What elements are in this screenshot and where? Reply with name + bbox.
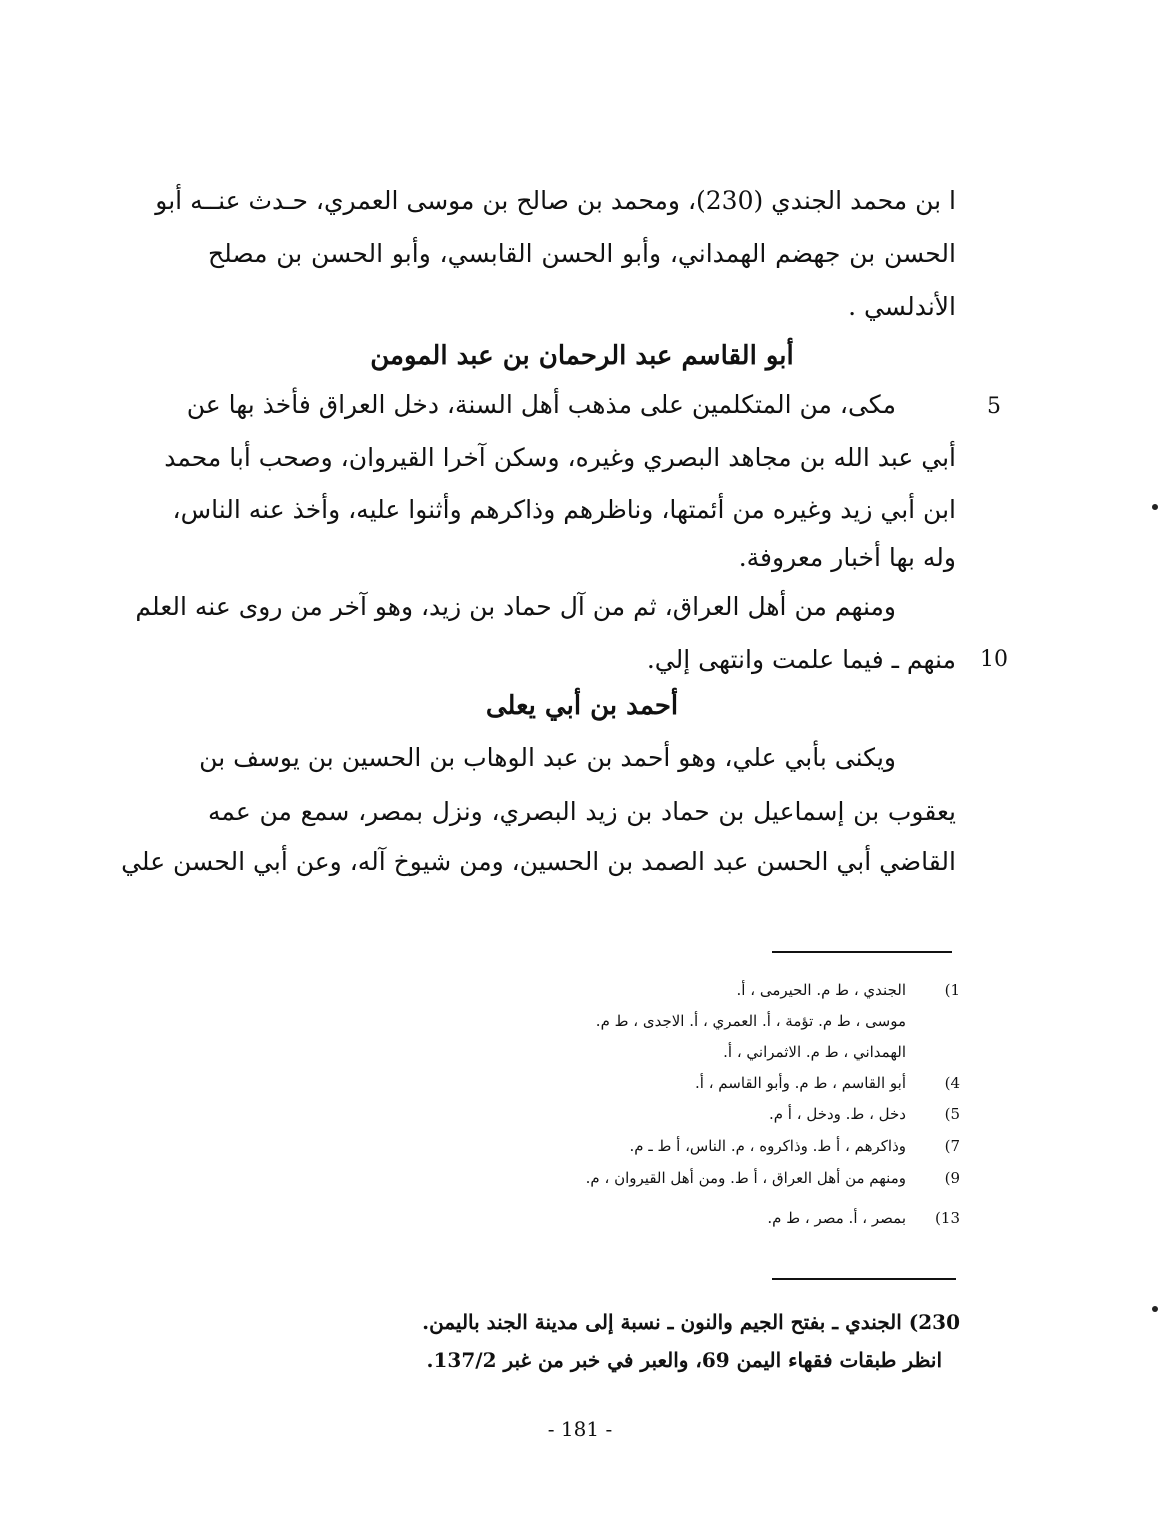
footnote-number: 7) xyxy=(944,1137,960,1155)
body-line-10: ويكنى بأبي علي، وهو أحمد بن عبد الوهاب بن الحسين بن يوسف بن xyxy=(199,743,896,772)
footnote-text: الجندي ، ط م. الحيرمى ، أ. xyxy=(736,981,906,999)
footnote-9 xyxy=(540,1165,960,1191)
section-heading-2: أحمد بن أبي يعلى xyxy=(485,691,679,721)
body-line-12: القاضي أبي الحسن عبد الصمد بن الحسين، ومن شيوخ آله، وعن أبي الحسن علي xyxy=(121,847,956,876)
editor-note-line-2: انظر طبقات فقهاء اليمن 69، والعبر في خبر من غبر 137/2. xyxy=(426,1348,942,1372)
editor-note-line-1: 230) الجندي ـ بفتح الجيم والنون ـ نسبة إلى مدينة الجند باليمن. xyxy=(422,1310,960,1334)
footnote-text: بمصر ، أ. مصر ، ط م. xyxy=(767,1209,906,1227)
scan-speck xyxy=(1152,504,1158,510)
body-line-8: ومنهم من أهل العراق، ثم من آل حماد بن زيد، وهو آخر من روى عنه العلم xyxy=(135,592,896,621)
footnote-number: 13) xyxy=(935,1209,960,1227)
line-number-5: 5 xyxy=(987,394,1001,419)
body-line-11: يعقوب بن إسماعيل بن حماد بن زيد البصري، ونزل بمصر، سمع من عمه xyxy=(208,797,956,826)
footnote-number: 9) xyxy=(944,1169,960,1187)
page-number: - 181 - xyxy=(547,1417,613,1441)
footnote-1 xyxy=(540,977,960,1003)
footnote-text: موسى ، ط م. تؤمة ، أ. العمري ، أ. الاجدى ، ط م. xyxy=(595,1012,906,1030)
body-line-2: الحسن بن جهضم الهمداني، وأبو الحسن القابسي، وأبو الحسن بن مصلح xyxy=(208,239,956,268)
footnote-7 xyxy=(540,1133,960,1159)
body-line-9: منهم ـ فيما علمت وانتهى إلي. xyxy=(646,645,956,674)
body-line-7: وله بها أخبار معروفة. xyxy=(738,543,956,572)
body-line-5: أبي عبد الله بن مجاهد البصري وغيره، وسكن آخرا القيروان، وصحب أبا محمد xyxy=(164,443,956,472)
footnote-5 xyxy=(540,1101,960,1127)
scan-speck xyxy=(1152,1306,1158,1312)
footnote-text: الهمداني ، ط م. الاثمراني ، أ. xyxy=(723,1043,906,1061)
footnote-text: دخل ، ط. ودخل ، أ م. xyxy=(768,1105,906,1123)
editor-note-rule xyxy=(772,1278,956,1280)
footnote-4 xyxy=(540,1070,960,1096)
footnote-text: أبو القاسم ، ط م. وأبو القاسم ، أ. xyxy=(694,1074,906,1092)
footnote-text: وذاكرهم ، أ ط. وذاكروه ، م. الناس، أ ط ـ م. xyxy=(629,1137,906,1155)
footnote-rule xyxy=(772,951,952,953)
body-line-1: ا بن محمد الجندي (230)، ومحمد بن صالح بن موسى العمري، حـدث عنــه أبو xyxy=(155,186,956,215)
footnote-number: 4) xyxy=(944,1074,960,1092)
footnote-text: ومنهم من أهل العراق ، أ ط. ومن أهل القيروان ، م. xyxy=(585,1169,906,1187)
footnote-number: 5) xyxy=(944,1105,960,1123)
section-heading-1: أبو القاسم عبد الرحمان بن عبد المومن xyxy=(370,341,794,371)
footnote-number: 1) xyxy=(944,981,960,999)
body-line-4: مكى، من المتكلمين على مذهب أهل السنة، دخل العراق فأخذ بها عن xyxy=(186,390,896,419)
body-line-3: الأندلسي . xyxy=(848,292,956,321)
body-line-6: ابن أبي زيد وغيره من أئمتها، وناظرهم وذاكرهم وأثنوا عليه، وأخذ عنه الناس، xyxy=(172,495,956,524)
line-number-10: 10 xyxy=(980,647,1008,672)
footnote-1-cont xyxy=(540,1008,960,1034)
footnote-13 xyxy=(540,1205,960,1231)
footnote-1-cont-2 xyxy=(540,1039,960,1065)
